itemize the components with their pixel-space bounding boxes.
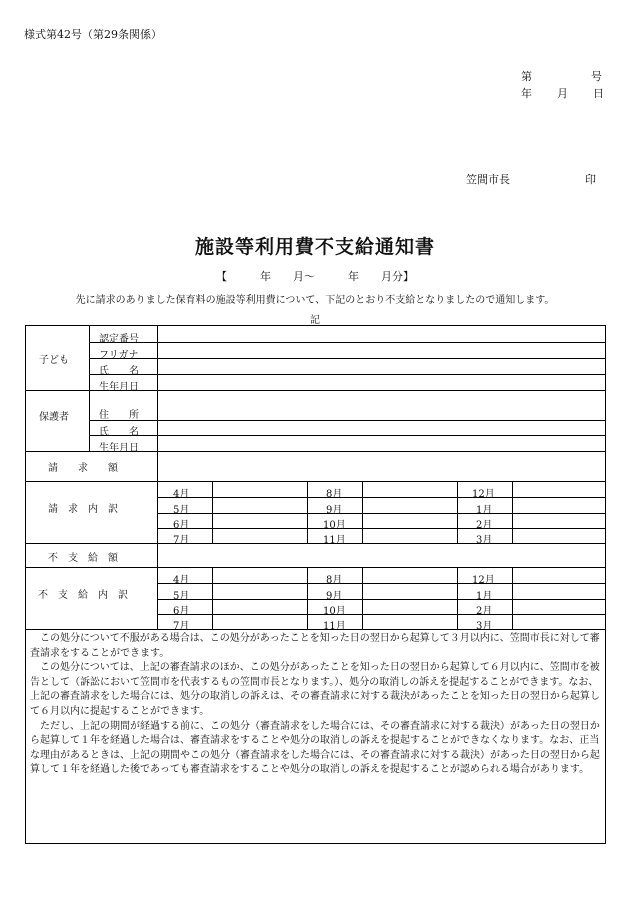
table-rule: [512, 567, 513, 629]
non-pay-month: 5月: [173, 591, 190, 602]
non-pay-detail-label: 不 支 給 内 訳: [38, 590, 128, 601]
table-rule: [362, 567, 363, 629]
row-label-cert-number: 認定番号: [99, 334, 139, 345]
date-year: 年: [521, 87, 532, 100]
non-pay-month: 7月: [173, 621, 190, 632]
appeal-paragraph: この処分については、上記の審査請求のほか、この処分があったことを知った日の翌日から起算して６月以内に、笠間市を被告として（訴訟において笠間市を代表するもの笠間市長となります。）、処分の取消しの訴えを提起することができます。なお、上記の審査請求をした場合には、処分の取消しの訴えは、その審査請求に対する裁決があったことを知った日の翌日から起算して６月以内に提起することができます。: [30, 662, 600, 717]
document-title: 施設等利用費不支給通知書: [194, 236, 435, 258]
claim-month: 7月: [173, 535, 190, 546]
claim-month: 8月: [326, 489, 343, 500]
table-rule: [89, 342, 606, 343]
table-rule: [457, 567, 458, 629]
table-rule: [25, 629, 606, 630]
appeal-paragraph: ただし、上記の期間が経過する前に、この処分（審査請求をした場合には、その審査請求に対する裁決）があった日の翌日から起算して１年を経過した場合は、審査請求をすることや処分の取消しの訴えを提起することができなくなります。なお、正当な理由があるときは、上記の期間やこの処分（審査請求をした場合には、その審査請求に対する裁決）があった日の翌日から起算して１年を経過した後であっても審査請求をすることや処分の取消しの訴えを提起することが認められる場合があります。: [30, 720, 600, 776]
appeal-paragraph: この処分について不服がある場合は、この処分があったことを知った日の翌日から起算して３月以内に、笠間市長に対して審査請求をすることができます。: [30, 633, 600, 659]
table-rule: [89, 374, 606, 375]
table-rule: [212, 481, 213, 543]
non-pay-month: 12月: [472, 575, 495, 586]
non-pay-month: 4月: [173, 575, 190, 586]
table-rule: [157, 528, 606, 529]
non-pay-amount-label: 不 支 給 額: [48, 553, 118, 564]
table-rule: [25, 567, 606, 568]
non-pay-month: 1月: [476, 591, 493, 602]
non-pay-month: 10月: [323, 606, 346, 617]
ki-mark: 記: [310, 315, 320, 326]
non-pay-month: 8月: [326, 575, 343, 586]
issuer-name: 笠間市長: [466, 173, 510, 186]
non-pay-month: 9月: [326, 591, 343, 602]
table-rule: [512, 481, 513, 543]
table-rule: [362, 481, 363, 543]
row-label-furigana: フリガナ: [99, 350, 139, 361]
table-rule: [89, 420, 606, 421]
table-rule: [157, 326, 158, 629]
form-number: 様式第42号（第29条関係）: [24, 28, 162, 41]
date-day: 日: [593, 87, 604, 100]
period-line: 【 年 月～ 年 月分】: [216, 270, 414, 283]
intro-text: 先に請求のありました保育料の施設等利用費について、下記のとおり不支給となりましたので通知します。: [75, 295, 555, 306]
claim-month: 1月: [476, 505, 493, 516]
number-prefix: 第: [521, 70, 532, 83]
row-label-child-birthdate: 生年月日: [99, 382, 139, 393]
row-label-guardian-birthdate: 生年月日: [99, 443, 139, 454]
claim-month: 10月: [323, 520, 346, 531]
issue-date-line: [521, 85, 604, 101]
claim-month: 11月: [323, 535, 346, 546]
date-month: 月: [557, 87, 568, 100]
appeal-notice: [30, 632, 604, 778]
child-group-label: 子ども: [39, 355, 69, 366]
non-pay-month: 11月: [323, 621, 346, 632]
row-label-guardian-name: 氏 名: [99, 427, 139, 438]
table-rule: [457, 481, 458, 543]
table-rule: [157, 583, 606, 584]
row-label-child-name: 氏 名: [99, 366, 139, 377]
claim-month: 5月: [173, 505, 190, 516]
document-number-line: [521, 68, 602, 84]
claim-month: 2月: [476, 520, 493, 531]
guardian-group-label: 保護者: [39, 412, 69, 423]
claim-detail-label: 請 求 内 訳: [48, 504, 118, 515]
claim-month: 6月: [173, 520, 190, 531]
table-rule: [157, 614, 606, 615]
table-rule: [157, 497, 606, 498]
table-rule: [25, 543, 606, 544]
table-rule: [212, 567, 213, 629]
claim-month: 12月: [472, 489, 495, 500]
non-pay-month: 6月: [173, 606, 190, 617]
number-suffix: 号: [591, 70, 602, 83]
table-rule: [307, 567, 308, 629]
claim-amount-label: 請 求 額: [48, 463, 118, 474]
table-rule: [157, 599, 606, 600]
claim-month: 9月: [326, 505, 343, 516]
seal-mark: 印: [585, 173, 596, 186]
claim-month: 4月: [173, 489, 190, 500]
table-rule: [89, 358, 606, 359]
claim-month: 3月: [476, 535, 493, 546]
non-pay-month: 2月: [476, 606, 493, 617]
table-rule: [157, 513, 606, 514]
row-label-address: 住 所: [99, 410, 139, 421]
table-rule: [89, 435, 606, 436]
table-rule: [307, 481, 308, 543]
table-rule: [25, 481, 606, 482]
non-pay-month: 3月: [476, 621, 493, 632]
table-rule: [89, 326, 90, 451]
